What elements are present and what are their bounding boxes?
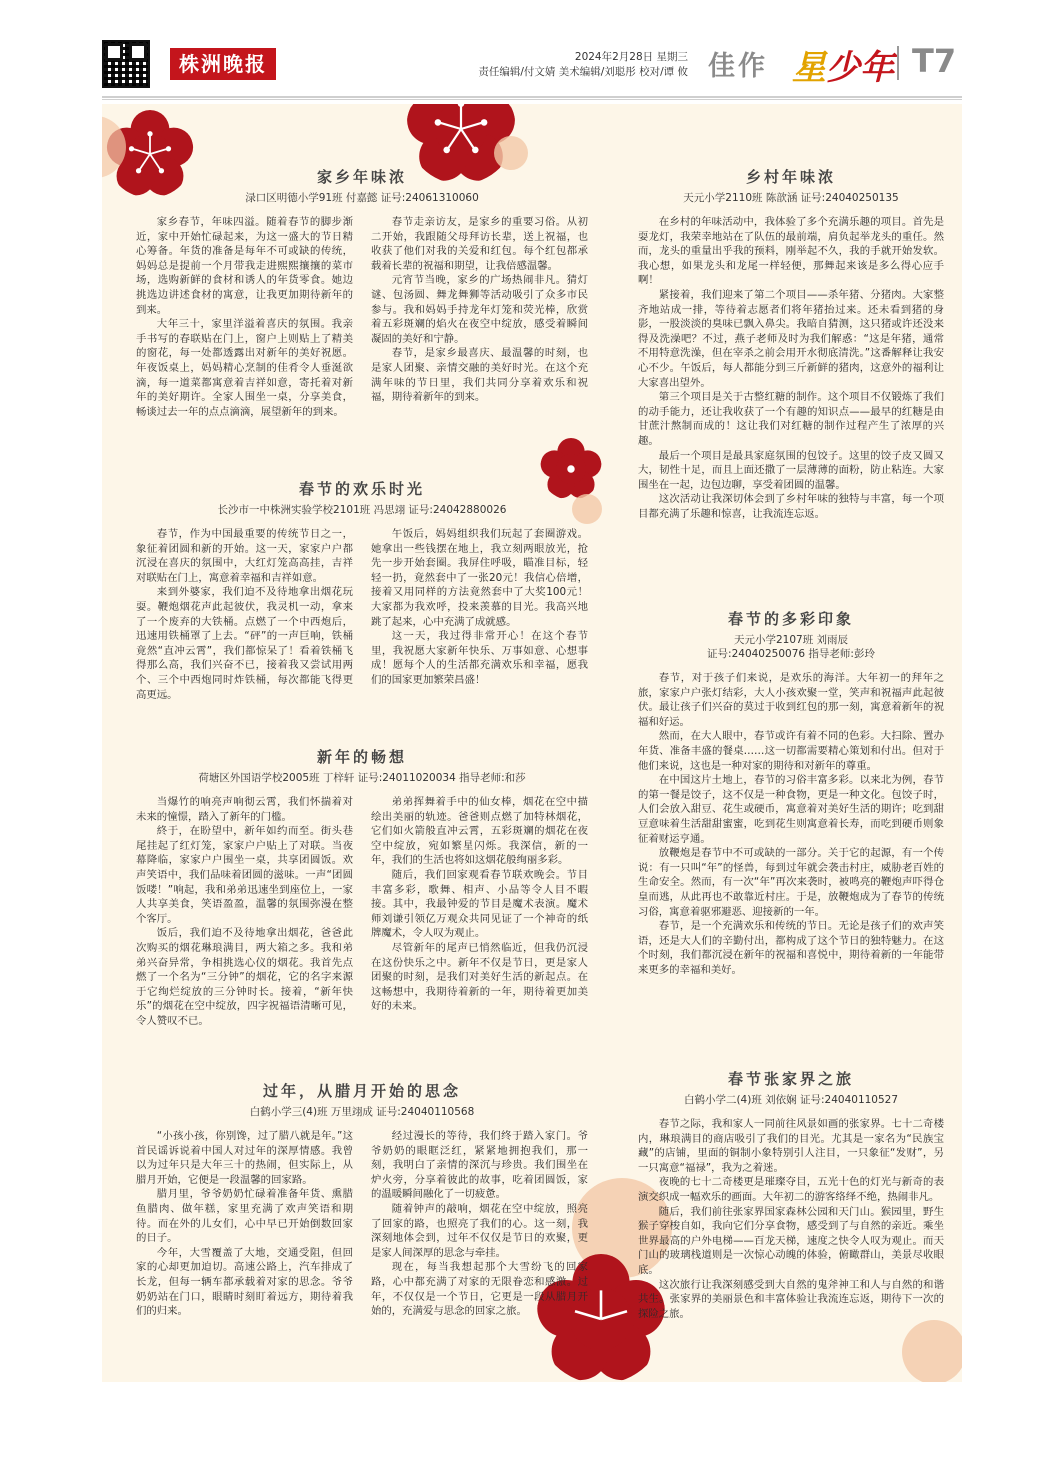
- paragraph: 饭后，我们迫不及待地拿出烟花，爸爸此次购买的烟花琳琅满目，两大箱之多。我和弟弟兴奋异常，争相挑选心仪的烟花。我首先点燃了一个名为“三分钟”的烟花，它的名字来源于它绚烂绽放的三分钟时长。接着，“新年快乐”的烟花在空中绽放，四字祝福语清晰可见，令人赞叹不已。: [136, 927, 353, 1027]
- masthead: [102, 36, 962, 94]
- article-column: [371, 215, 588, 419]
- header-rule: [102, 96, 962, 100]
- paragraph: 腊月里，爷爷奶奶忙碌着准备年货、熏腊鱼腊肉、做年糕，家里充满了欢声笑语和期待。而在外的儿女们，心中早已开始倒数回家的日子。: [136, 1188, 353, 1245]
- paragraph: 这一天，我过得非常开心！在这个春节里，我祝愿大家新年快乐、万事如意、心想事成！愿每个人的生活都充满欢乐和幸福，愿我们的国家更加繁荣昌盛！: [371, 630, 588, 686]
- paragraph: 紧接着，我们迎来了第二个项目——杀年猪、分猪肉。大家整齐地站成一排，等待着志愿者们将年猪抬过来。还未看到猪的身影，一股淡淡的臭味已飘入鼻尖。我暗自猜测，这只猪或许还没来得及洗澡吧？不过，燕子老师及时为我们解惑：“这是年猪，通常不用特意洗澡，但在宰杀之前会用开水彻底清洗。”这番解释让我安心不少。午饭后，每人都能分到三斤新鲜的猪肉，这意外的福利让大家喜出望外。: [638, 288, 944, 389]
- paragraph: 在乡村的年味活动中，我体验了多个充满乐趣的项目。首先是耍龙灯，我荣幸地站在了队伍的最前端，肩负起举龙头的重任。然而，龙头的重量出乎我的预料，刚举起不久，我的手就开始发软。我心想，如果龙头和龙尾一样轻便，那舞起来该是多么得心应手啊！: [638, 216, 944, 287]
- decor-circle: [902, 1320, 962, 1382]
- article-duocai-yinxiang: [638, 608, 944, 977]
- page-number: T7: [912, 42, 957, 80]
- paragraph: 放鞭炮是春节中不可或缺的一部分。关于它的起源，有一个传说：有一只叫“年”的怪兽，每到过年就会袭击村庄，威胁老百姓的生命安全。然而，有一次“年”再次来袭时，被鸣亮的鞭炮声吓得仓皇而逃，从此再也不敢靠近村庄。于是，放鞭炮成为了春节的传统习俗，寓意着驱邪避恶、迎接新的一年。: [638, 847, 944, 918]
- paragraph: 今年，大雪覆盖了大地，交通受阻，但回家的心却更加迫切。高速公路上，汽车排成了长龙，但每一辆车都承载着对家的思念。爷爷奶奶站在门口，眼睛时刻盯着远方，期待着我们的归来。: [136, 1246, 353, 1318]
- header-divider: [897, 46, 899, 80]
- article-title: 过年，从腊月开始的思念: [262, 1082, 461, 1100]
- paragraph: 这次活动让我深切体会到了乡村年味的独特与丰富，每一个项目都充满了乐趣和惊喜，让我流连忘返。: [638, 493, 944, 520]
- article-xiangcun-nianwei: [638, 166, 944, 521]
- paragraph: 来到外婆家，我们迫不及待地拿出烟花玩耍。鞭炮烟花声此起彼伏，我灵机一动，拿来了一个废弃的大铁桶。点燃了一个中西炮后，迅速用铁桶罩了上去。“砰”的一声巨响，铁桶竟然“直冲云霄”，我们都惊呆了！看着铁桶飞得那么高，我们兴奋不已，接着我又尝试用两个、三个中西炮同时炸铁桶，每次都能飞得更高更远。: [136, 586, 353, 701]
- article-guonian-layue: [136, 1080, 588, 1319]
- qr-code-icon[interactable]: [102, 40, 150, 88]
- paragraph: 尽管新年的尾声已悄然临近，但我仍沉浸在这份快乐之中。新年不仅是节日，更是家人团聚的时刻，是我们对美好生活的新起点。在这畅想中，我期待着新的一年，期待着更加美好的未来。: [371, 941, 588, 1013]
- paragraph: 春节，是一个充满欢乐和传统的节日。无论是孩子们的欢声笑语，还是大人们的辛勤付出，都构成了这个节日的独特魅力。在这个时刻，我们都沉浸在新年的祝福和喜悦中，期待着新的一年能带来更多的幸福和美好。: [638, 920, 944, 976]
- paragraph: 最后一个项目是最具家庭氛围的包饺子。这里的饺子皮又圆又大，韧性十足，而且上面还撒了一层薄薄的面粉，防止粘连。大家围坐在一起，边包边聊，享受着团圆的温馨。: [638, 449, 944, 491]
- paragraph: 现在，每当我想起那个大雪纷飞的回家路，心中都充满了对家的无限眷恋和感激。过年，不仅仅是一个节日，它更是一段从腊月开始的，充满爱与思念的回家之旅。: [371, 1261, 588, 1318]
- paragraph: 大年三十，家里洋溢着喜庆的氛围。我亲手书写的春联贴在门上，窗户上则贴上了精美的窗花，每一处都透露出对新年的美好祝愿。年夜饭桌上，妈妈精心烹制的佳肴令人垂涎欲滴，每一道菜都寓意着吉祥如意，寄托着对新年的美好期许。全家人围坐一桌，分享美食，畅谈过去一年的点点滴滴，展望新年的到来。: [136, 318, 353, 418]
- paragraph: 春节走亲访友，是家乡的重要习俗。从初二开始，我跟随父母拜访长辈，送上祝福，也收获了他们对我的关爱和红包。每个红包都承载着长辈的祝福和期望，让我倍感温馨。: [371, 216, 588, 272]
- article-column: [136, 527, 353, 702]
- paragraph: 春节之际，我和家人一同前往风景如画的张家界。七十二奇楼内，琳琅满目的商店吸引了我们的目光。尤其是一家名为“民族宝藏”的店铺，里面的铜制小象特别引人注目，一只象征“发财”，另一只寓意“福禄”，我为之着迷。: [638, 1118, 944, 1174]
- paragraph: 这次旅行让我深刻感受到大自然的鬼斧神工和人与自然的和谐共生。张家界的美丽景色和丰富体验让我流连忘返，期待下一次的探险之旅。: [638, 1278, 944, 1320]
- paragraph: 元宵节当晚，家乡的广场热闹非凡。猜灯谜、包汤圆、舞龙舞狮等活动吸引了众多市民参与。我和妈妈手持龙年灯笼和荧光棒，欣赏着五彩斑斓的焰火在夜空中绽放，感受着瞬间凝固的美好和宁静。: [371, 274, 588, 345]
- paragraph: 第三个项目是关于古整红糖的制作。这个项目不仅锻炼了我们的动手能力，还让我收获了一个有趣的知识点——最早的红糖是由甘蔗汁熬制而成的！这让我们对红糖的制作过程产生了浓厚的兴趣。: [638, 391, 944, 447]
- article-byline: 天元小学2110班 陈歆涵 证号:24040250135: [683, 192, 899, 204]
- article-column: [136, 215, 353, 419]
- paragraph: 春节，作为中国最重要的传统节日之一，象征着团圆和新的开始。这一天，家家户户都沉浸在喜庆的氛围中，大红灯笼高高挂，吉祥对联贴在门上，寓意着幸福和吉祥如意。: [136, 528, 353, 584]
- article-title: 乡村年味浓: [745, 168, 836, 186]
- issue-info: [478, 50, 688, 80]
- paragraph: 然而，在大人眼中，春节或许有着不同的色彩。大扫除、置办年货、准备丰盛的餐桌……这一切都需要精心策划和付出。但对于他们来说，这也是一种对家的期待和对新年的尊重。: [638, 730, 944, 772]
- article-title: 新年的畅想: [316, 748, 407, 766]
- paragraph: 在中国这片土地上，春节的习俗丰富多彩。以来北为例，春节的第一餐是饺子，这不仅是一种食物，更是一种文化。包饺子时，人们会放入甜豆、花生或硬币，寓意着对美好生活的期许；吃到甜豆意味着生活甜甜蜜蜜，吃到花生则寓意着长寿，而吃到硬币则象征着财运亨通。: [638, 774, 944, 845]
- decor-circle: [494, 136, 528, 170]
- article-byline-cert: 证号:24040250076 指导老师:彭玲: [707, 648, 875, 660]
- paragraph: 随着钟声的敲响，烟花在空中绽放，照亮了回家的路，也照亮了我们的心。这一刻，我深刻地体会到，过年不仅仅是节日的欢聚，更是家人间深厚的思念与牵挂。: [371, 1202, 588, 1259]
- article-zhangjiajie: [638, 1068, 944, 1321]
- article-byline: 天元小学2107班 刘雨辰: [733, 634, 849, 646]
- article-column: [371, 795, 588, 1029]
- paragraph: 夜晚的七十二奇楼更是璀璨夺目，五光十色的灯光与新奇的表演交织成一幅欢乐的画面。大年初二的游客络绎不绝，热闹非凡。: [638, 1176, 944, 1203]
- article-byline: 白鹤小学二(4)班 刘依娴 证号:24040110527: [683, 1094, 899, 1106]
- article-column: [371, 1129, 588, 1319]
- article-column: [136, 795, 353, 1029]
- paragraph: 春节，对于孩子们来说，是欢乐的海洋。大年初一的拜年之旅，家家户户张灯结彩，大人小孩欢聚一堂，笑声和祝福声此起彼伏。最让孩子们兴奋的莫过于收到红包的那一刻，寓意着新年的祝福和好运。: [638, 672, 944, 728]
- paragraph: 弟弟挥舞着手中的仙女棒，烟花在空中描绘出美丽的轨迹。爸爸则点燃了加特林烟花，它们如火箭般直冲云霄，五彩斑斓的烟花在夜空中绽放，宛如繁星闪烁。我深信，新的一年，我们的生活也将如这烟花般绚丽多彩。: [371, 796, 588, 867]
- paragraph: 終于，在盼望中，新年如约而至。街头巷尾挂起了红灯笼，家家户户贴上了对联。当夜幕降临，家家户户围坐一桌，共享团圆饭。欢声笑语中，我们品味着团圆的滋味。一声“团圆饭喽！”响起，我和弟弟迅速坐到座位上，一家人共享美食，笑语盈盈，温馨的氛围弥漫在整个客厅。: [136, 825, 353, 925]
- paragraph: 随后，我们前往张家界国家森林公园和天门山。猴园里，野生猴子穿梭自如，我向它们分享食物，感受到了与自然的亲近。乘坐世界最高的户外电梯——百龙天梯，速度之快令人叹为观止。而天门山的玻璃栈道则是一次惊心动魄的体验，俯瞰群山，美景尽收眼底。: [638, 1205, 944, 1276]
- article-byline: 长沙市一中株洲实验学校2101班 冯思翊 证号:24042880026: [217, 504, 507, 516]
- article-title: 春节张家界之旅: [727, 1070, 854, 1088]
- article-column: [638, 215, 944, 521]
- article-xinnian-changxiang: [136, 746, 588, 1029]
- article-byline: 荷塘区外国语学校2005班 丁梓轩 证号:24011020034 指导老师:和莎: [198, 772, 526, 784]
- paragraph: 午饭后，妈妈组织我们玩起了套圈游戏。她拿出一些钱摆在地上，我立刻两眼放光，抢先一步开始套圈。我屏住呼吸，瞄准目标，轻轻一扔，竟然套中了一张20元！我信心倍增，接着又用同样的方法竟然套中了大奖100元！大家都为我欢呼，投来羡慕的目光。我高兴地跳了起来，心中充满了成就感。: [371, 528, 588, 628]
- article-title: 春节的多彩印象: [727, 610, 854, 628]
- paragraph: 当爆竹的响亮声响彻云霄，我们怀揣着对未来的憧憬，踏入了新年的门槛。: [136, 796, 353, 823]
- brand-logo: 星少年: [792, 48, 894, 88]
- paragraph: 春节，是家乡最喜庆、最温馨的时刻，也是家人团聚、亲情交融的美好时光。在这个充满年味的节日里，我们共同分享着欢乐和祝福，期待着新年的到来。: [371, 347, 588, 404]
- article-title: 春节的欢乐时光: [298, 480, 425, 498]
- article-column: [638, 1117, 944, 1321]
- article-column: [638, 671, 944, 977]
- paragraph: “小孩小孩，你别馋，过了腊八就是年。”这首民谣诉说着中国人对过年的深厚情感。我曾以为过年只是大年三十的热闹，但实际上，从腊月开始，它便是一段温馨的回家路。: [136, 1130, 353, 1186]
- article-byline: 渌口区明德小学91班 付嘉懿 证号:24061310060: [245, 192, 479, 204]
- article-byline: 白鹤小学三(4)班 万里翊成 证号:24040110568: [249, 1106, 475, 1118]
- paragraph: 经过漫长的等待，我们终于踏入家门。爷爷奶奶的眼眶泛红，紧紧地拥抱我们，那一刻，我明白了亲情的深沉与珍贵。我们围坐在炉火旁，分享着彼此的故事，吃着团圆饭，家的温暖瞬间融化了一切疲惫。: [371, 1130, 588, 1201]
- article-chunjie-huanle: [136, 478, 588, 702]
- newspaper-logo: 株洲晚报: [170, 48, 276, 80]
- issue-date: 2024年2月28日 星期三: [574, 51, 688, 63]
- editors-line: 责任编辑/付文婧 美术编辑/刘聪彤 校对/谭 攸: [478, 66, 688, 78]
- paragraph: 家乡春节，年味四溢。随着春节的脚步渐近，家中开始忙碌起来，为这一盛大的节日精心筹备。年货的准备是每年不可或缺的传统，妈妈总是提前一个月带我走进熙熙攘攘的菜市场，选购新鲜的食材和诱人的年货零食。她边挑选边讲述食材的寓意，让我更加期待新年的到来。: [136, 216, 353, 316]
- article-title: 家乡年味浓: [316, 168, 407, 186]
- paragraph: 随后，我们回家观看春节联欢晚会。节目丰富多彩，歌舞、相声、小品等令人目不暇接。其中，我最钟爱的节目是魔术表演。魔术师刘谦引领亿万观众共同见证了一个神奇的纸牌魔术，令人叹为观止。: [371, 868, 588, 940]
- article-jiaxiang: [136, 166, 588, 419]
- section-name: 佳作: [708, 51, 768, 82]
- content-panel: [102, 104, 962, 1382]
- article-column: [371, 527, 588, 702]
- article-column: [136, 1129, 353, 1319]
